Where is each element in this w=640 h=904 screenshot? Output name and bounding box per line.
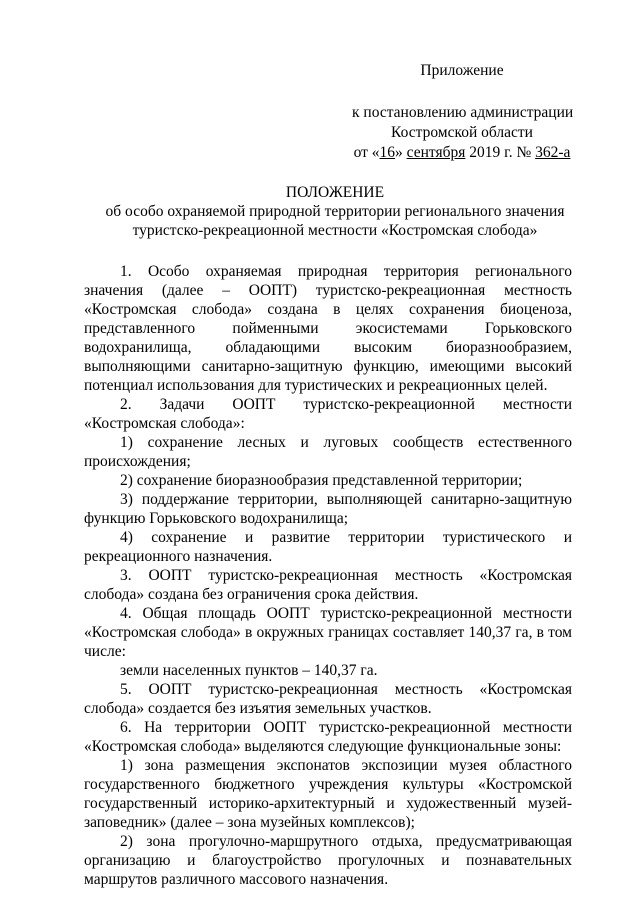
paragraph-zone-2: 2) зона прогулочно-маршрутного отдыха, предусматривающая организацию и благоустройство прогулочных и познавательных маршрутов различного массового назначения.: [84, 833, 572, 888]
paragraph-area-land: земли населенных пунктов – 140,37 га.: [120, 662, 378, 679]
document-subtitle-line-2: туристско-рекреационной местности «Костромская слобода»: [132, 222, 538, 239]
appendix-date-line: [352, 143, 572, 163]
date-day: 16: [379, 144, 396, 161]
paragraph-purpose: 1. Особо охраняемая природная территория регионального значения (далее – ООПТ) туристско-рекреационная местность «Костромская слобода» создана в целях сохранения биоценоза, представленного пойменными экосистемами Горьковского водохранилища, обладающими высоким биоразнообразием, выполняющими санитарно-защитную функцию, имеющими высокий потенциал использования для туристических и рекреационных целей.: [84, 263, 572, 394]
appendix-line-resolution: к постановлению администрации: [352, 104, 574, 121]
appendix-title-block: [352, 61, 572, 81]
appendix-reference-block: [352, 103, 572, 163]
paragraph-tasks: 2. Задачи ООПТ туристско-рекреационной местности «Костромская слобода»:: [84, 396, 572, 432]
document-body: [84, 262, 572, 889]
date-month: сентября: [406, 144, 466, 161]
resolution-number: 362-а: [535, 144, 571, 161]
paragraph-task-3: 3) поддержание территории, выполняющей санитарно-защитную функцию Горьковского водохранилища;: [84, 491, 572, 527]
paragraph-zones: 6. На территории ООПТ туристско-рекреационной местности «Костромская слобода» выделяются следующие функциональные зоны:: [84, 719, 572, 755]
appendix-line-region: Костромской области: [391, 124, 533, 141]
document-title: ПОЛОЖЕНИЕ: [285, 184, 385, 201]
paragraph-land-use: 5. ООПТ туристско-рекреационная местность «Костромская слобода» создается без изъятия земельных участков.: [84, 681, 572, 717]
date-separator: »: [395, 144, 407, 161]
paragraph-area: 4. Общая площадь ООПТ туристско-рекреационной местности «Костромская слобода» в окружных границах составляет 140,37 га, в том числе:: [84, 605, 572, 660]
paragraph-zone-1: 1) зона размещения экспонатов экспозиции музея областного государственного бюджетного учреждения культуры «Костромской государственный историко-архитектурный и художественный музей-заповедник» (далее – зона музейных комплексов);: [84, 757, 572, 831]
paragraph-duration: 3. ООПТ туристско-рекреационная местность «Костромская слобода» создана без ограничения срока действия.: [84, 567, 572, 603]
date-prefix: от «: [353, 144, 380, 161]
document-subtitle-line-1: об особо охраняемой природной территории регионального значения: [105, 203, 565, 220]
paragraph-task-4: 4) сохранение и развитие территории туристического и рекреационного назначения.: [84, 529, 572, 565]
date-year-label: 2019 г. №: [465, 144, 536, 161]
paragraph-task-2: 2) сохранение биоразнообразия представленной территории;: [120, 472, 523, 489]
paragraph-task-1: 1) сохранение лесных и луговых сообществ естественного происхождения;: [84, 434, 572, 470]
document-heading: [84, 183, 586, 240]
appendix-title: Приложение: [420, 62, 504, 79]
